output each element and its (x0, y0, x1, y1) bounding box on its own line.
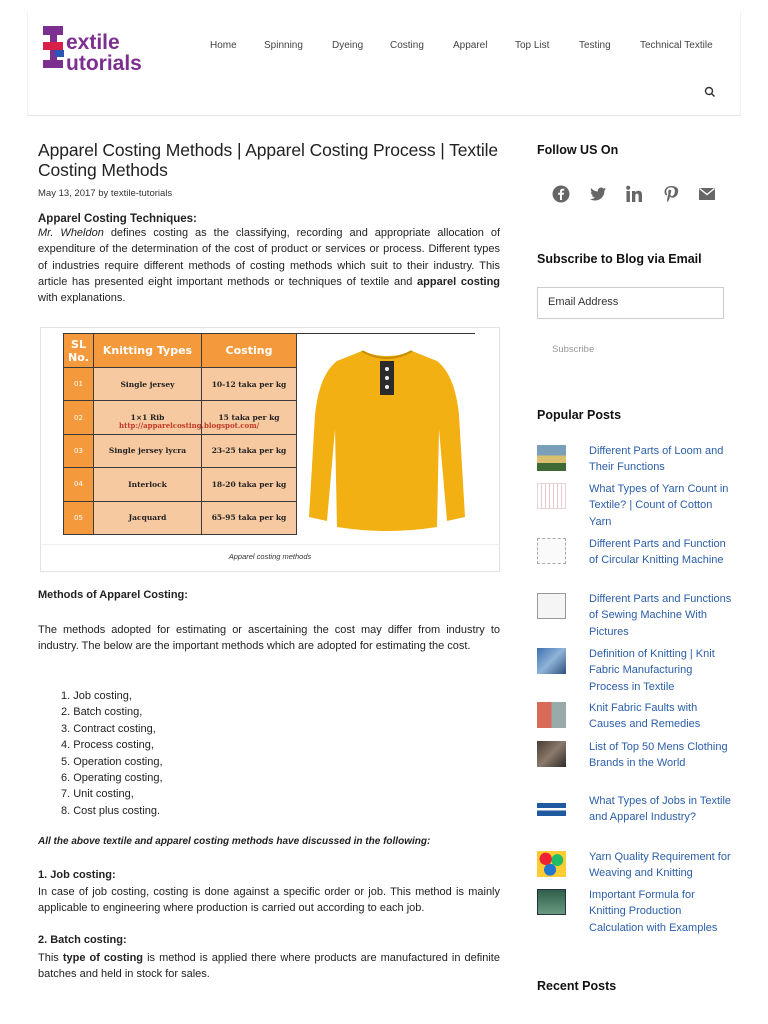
post-link[interactable]: Yarn Quality Requirement for Weaving and Knitting (589, 851, 731, 880)
list-item: 2. Batch costing, (61, 706, 143, 719)
table-cell: 04 (64, 468, 94, 501)
post-thumbnail[interactable] (537, 538, 566, 564)
nav-costing[interactable]: Costing (390, 40, 424, 51)
list-item: 7. Unit costing, (61, 788, 134, 801)
table-cell: Jacquard (94, 501, 202, 534)
post-thumbnail[interactable] (537, 593, 566, 619)
intro-text: defines costing as the classifying, recording and appropriate allocation of expenditure of the determination of the cost of product or services or process. Different types of industries require different methods of costing methods which suit to their industry. This article has presented eight important methods or techniques of textile and (38, 227, 500, 288)
batch-costing-heading: 2. Batch costing: (38, 934, 127, 946)
post-link[interactable]: What Types of Jobs in Textile and Apparel Industry? (589, 795, 732, 824)
list-item: 5. Operation costing, (61, 755, 163, 768)
main-nav (28, 40, 742, 54)
job-costing-text: In case of job costing, costing is done against a specific order or job. This method is mainly applicable to engineering where production is carried out according to each job. (38, 886, 500, 915)
post-link[interactable]: Definition of Knitting | Knit Fabric Manufacturing Process in Textile (589, 648, 715, 693)
intro-end: with explanations. (38, 292, 126, 305)
nav-testing[interactable]: Testing (579, 40, 611, 51)
post-thumbnail[interactable] (537, 889, 566, 915)
mail-icon[interactable] (698, 185, 716, 203)
post-link[interactable]: Knit Fabric Faults with Causes and Remedies (589, 702, 701, 731)
post-thumbnail[interactable] (537, 795, 566, 821)
table-cell: 65-95 taka per kg (202, 501, 297, 534)
table-header-sl: SL No. (64, 334, 94, 368)
methods-heading: Methods of Apparel Costing: (38, 589, 188, 601)
techniques-heading: Apparel Costing Techniques: (38, 213, 197, 225)
batch-bold[interactable]: type of costing (62, 952, 144, 964)
post-link[interactable]: Different Parts of Loom and Their Functions (589, 445, 724, 474)
post-author[interactable]: textile-tutorials (110, 188, 173, 199)
figure-caption: Apparel costing methods (228, 552, 312, 561)
nav-top-list[interactable]: Top List (515, 40, 550, 51)
post-link[interactable]: Different Parts and Functions of Sewing Machine With Pictures (589, 593, 732, 638)
table-cell: Single jersey lycra (94, 434, 202, 467)
facebook-icon[interactable] (552, 185, 570, 203)
table-cell: 03 (64, 434, 94, 467)
costing-image (63, 333, 477, 535)
yellow-shirt-image (307, 345, 467, 533)
twitter-icon[interactable] (589, 185, 607, 203)
table-cell: 01 (64, 368, 94, 401)
knitting-cost-table (63, 333, 297, 535)
popular-posts-heading: Popular Posts (537, 408, 622, 422)
table-cell: Interlock (94, 468, 202, 501)
subscribe-heading: Subscribe to Blog via Email (537, 252, 702, 266)
nav-apparel[interactable]: Apparel (453, 40, 488, 51)
pinterest-icon[interactable] (662, 185, 680, 203)
linkedin-icon[interactable] (625, 185, 643, 203)
post-link[interactable]: Important Formula for Knitting Production Calculation with Examples (589, 889, 718, 934)
intro-bold: apparel costing (417, 275, 501, 288)
methods-list (61, 688, 163, 819)
list-item: 3. Contract costing, (61, 722, 156, 735)
table-header-cost: Costing (202, 334, 297, 368)
list-item: 6. Operating costing, (61, 772, 163, 785)
post-thumbnail[interactable] (537, 851, 566, 877)
post-link[interactable]: Different Parts and Function of Circular Knitting Machine (589, 538, 726, 567)
post-thumbnail[interactable] (537, 445, 566, 471)
table-cell: Single jersey (94, 368, 202, 401)
page-title: Apparel Costing Methods | Apparel Costing Process | Textile Costing Methods (38, 140, 499, 180)
batch-pre: This (38, 952, 63, 964)
post-thumbnail[interactable] (537, 741, 566, 767)
post-link[interactable]: What Types of Yarn Count in Textile? | Count of Cotton Yarn (589, 483, 729, 528)
table-row (64, 468, 297, 501)
post-thumbnail[interactable] (537, 648, 566, 674)
table-cell: 18-20 taka per kg (202, 468, 297, 501)
methods-note: All the above textile and apparel costing methods have discussed in the following: (38, 836, 431, 847)
table-row (64, 501, 297, 534)
post-by: by (98, 188, 109, 199)
site-header (27, 12, 741, 116)
table-cell: 10-12 taka per kg (202, 368, 297, 401)
follow-heading: Follow US On (537, 143, 619, 157)
post-thumbnail[interactable] (537, 702, 566, 728)
figure-divider (41, 544, 499, 545)
batch-body: is method is applied there where products are manufactured in definite batches and held in stock for sales. (38, 952, 500, 981)
methods-intro: The methods adopted for estimating or ascertaining the cost may differ from industry to industry. The below are the important methods which are adopted for estimating the cost. (38, 624, 500, 653)
table-header-type: Knitting Types (94, 334, 202, 368)
nav-spinning[interactable]: Spinning (264, 40, 303, 51)
batch-costing-text (38, 950, 500, 983)
post-date[interactable]: May 13, 2017 (38, 188, 96, 199)
table-cell: 23-25 taka per kg (202, 434, 297, 467)
list-item: 4. Process costing, (61, 739, 154, 752)
post-link[interactable]: List of Top 50 Mens Clothing Brands in the World (589, 741, 728, 770)
table-cell: 15 taka per kg (202, 401, 297, 434)
recent-posts-heading: Recent Posts (537, 979, 617, 993)
table-cell: 1×1 Rib (94, 401, 202, 434)
email-input[interactable]: Email Address (537, 287, 724, 319)
subscribe-button[interactable]: Subscribe (552, 344, 595, 355)
post-meta (38, 188, 500, 199)
table-row (64, 368, 297, 401)
nav-technical-textile[interactable]: Technical Textile (640, 40, 713, 51)
watermark-url: http://apparelcosting.blogspot.com/ (119, 421, 260, 430)
article-figure (40, 327, 500, 572)
svg-text:utorials: utorials (66, 52, 142, 72)
intro-author: Mr. Wheldon (38, 227, 104, 239)
table-cell: 05 (64, 501, 94, 534)
nav-home[interactable]: Home (210, 40, 237, 51)
table-row (64, 434, 297, 467)
list-item: 8. Cost plus costing. (61, 804, 161, 817)
article (38, 140, 500, 306)
post-thumbnail[interactable] (537, 483, 566, 509)
search-icon[interactable] (704, 85, 716, 97)
svg-text:extile: extile (66, 31, 120, 54)
table-cell: 02 (64, 401, 94, 434)
intro-paragraph (38, 225, 500, 306)
job-costing-heading: 1. Job costing: (38, 869, 116, 881)
list-item: 1. Job costing, (61, 690, 132, 702)
nav-dyeing[interactable]: Dyeing (332, 40, 364, 51)
